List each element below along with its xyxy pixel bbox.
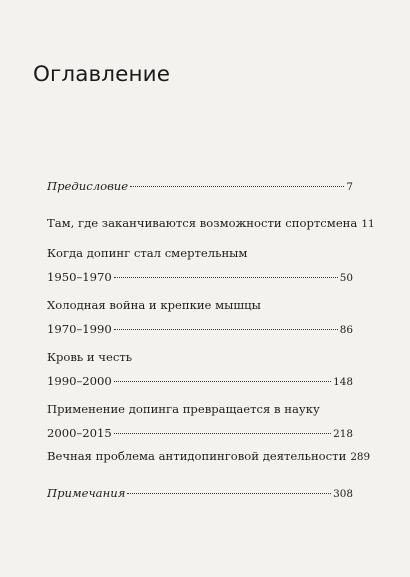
toc-entry-chapter-1[interactable]	[47, 213, 375, 234]
toc-entry-chapter-6[interactable]	[47, 446, 371, 467]
toc-entry-page: 50	[339, 272, 353, 284]
toc-entry-page: 7	[346, 181, 353, 193]
toc-entry-years: 2000–2015	[47, 426, 112, 440]
toc-entry-chapter-5[interactable]	[47, 399, 353, 444]
toc-entry-years: 1950–1970	[47, 270, 112, 284]
toc-entry-page: 289	[350, 451, 371, 463]
dot-leader	[114, 329, 338, 330]
toc-entry-title: Примечания	[47, 486, 126, 500]
toc-entry-years: 1990–2000	[47, 374, 112, 388]
dot-leader	[130, 186, 344, 187]
toc-entry-title: Вечная проблема антидопинговой деятельности	[47, 449, 347, 463]
toc-entry-title: Когда допинг стал смертельным	[47, 246, 248, 260]
toc-entry-chapter-4[interactable]	[47, 347, 353, 392]
toc-entry-title: Там, где заканчиваются возможности спортсмена	[47, 216, 358, 230]
toc-entry-title: Кровь и честь	[47, 350, 133, 364]
toc-entry-title: Применение допинга превращается в науку	[47, 402, 320, 416]
toc-entry-chapter-3[interactable]	[47, 295, 353, 340]
toc-entry-page: 148	[333, 376, 353, 388]
toc-entry-page: 218	[333, 428, 353, 440]
toc-entry-page: 86	[339, 324, 353, 336]
dot-leader	[127, 493, 331, 494]
toc-entry-page: 308	[333, 488, 353, 500]
dot-leader	[114, 381, 331, 382]
page-title: Оглавление	[33, 62, 171, 87]
dot-leader	[114, 277, 338, 278]
toc-entry-page: 11	[361, 218, 375, 230]
toc-entry-title: Холодная война и крепкие мышцы	[47, 298, 261, 312]
toc-entry-preface[interactable]	[47, 176, 353, 197]
dot-leader	[114, 433, 331, 434]
toc-entry-chapter-2[interactable]	[47, 243, 353, 288]
toc-entry-notes[interactable]	[47, 483, 353, 504]
toc-entry-title: Предисловие	[47, 179, 129, 193]
toc-entry-years: 1970–1990	[47, 322, 112, 336]
